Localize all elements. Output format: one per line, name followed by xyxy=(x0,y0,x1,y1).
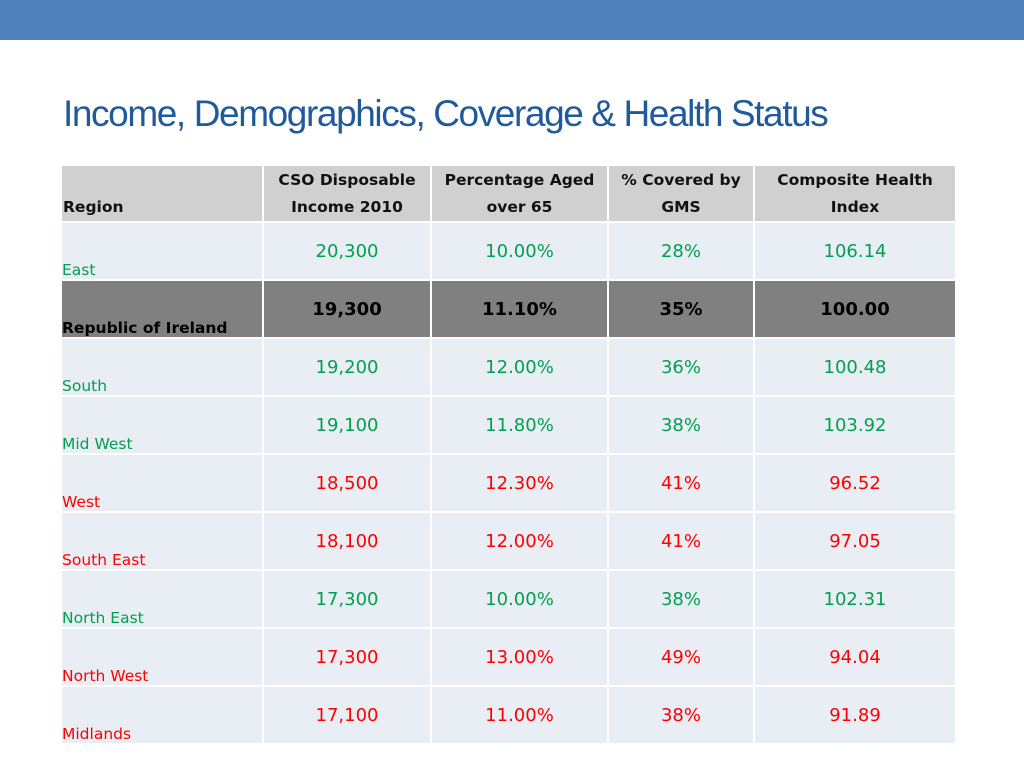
health-index-value: 94.04 xyxy=(755,627,955,685)
income-value: 20,300 xyxy=(264,221,430,279)
region-name: Mid West xyxy=(62,395,262,453)
gms-coverage-value: 38% xyxy=(609,569,753,627)
gms-coverage-value: 28% xyxy=(609,221,753,279)
table-row-east xyxy=(62,221,955,279)
column-header-region-label: Region xyxy=(63,198,124,216)
column-header-health-line1: Composite Health xyxy=(777,170,933,189)
column-header-aged-line2: over 65 xyxy=(486,197,553,216)
health-index-value: 100.00 xyxy=(755,279,955,337)
gms-coverage-value: 36% xyxy=(609,337,753,395)
aged-over-65-value: 10.00% xyxy=(432,569,607,627)
column-header-region xyxy=(62,166,262,221)
region-name: North West xyxy=(62,627,262,685)
health-index-value: 91.89 xyxy=(755,685,955,743)
gms-coverage-value: 38% xyxy=(609,395,753,453)
health-index-value: 96.52 xyxy=(755,453,955,511)
table-row-republic-of-ireland xyxy=(62,279,955,337)
health-index-value: 106.14 xyxy=(755,221,955,279)
table-header-row xyxy=(62,166,955,221)
aged-over-65-value: 12.00% xyxy=(432,337,607,395)
income-value: 19,300 xyxy=(264,279,430,337)
income-value: 17,100 xyxy=(264,685,430,743)
region-name: North East xyxy=(62,569,262,627)
region-name: Republic of Ireland xyxy=(62,279,262,337)
column-header-gms-line1: % Covered by xyxy=(621,170,741,189)
gms-coverage-value: 41% xyxy=(609,511,753,569)
health-index-value: 97.05 xyxy=(755,511,955,569)
column-header-aged-line1: Percentage Aged xyxy=(444,170,595,189)
table-row-midlands xyxy=(62,685,955,743)
region-name: West xyxy=(62,453,262,511)
column-header-aged xyxy=(432,166,607,221)
aged-over-65-value: 11.00% xyxy=(432,685,607,743)
column-header-income xyxy=(264,166,430,221)
income-value: 19,100 xyxy=(264,395,430,453)
aged-over-65-value: 11.80% xyxy=(432,395,607,453)
health-index-value: 103.92 xyxy=(755,395,955,453)
aged-over-65-value: 13.00% xyxy=(432,627,607,685)
aged-over-65-value: 12.30% xyxy=(432,453,607,511)
table-row-south xyxy=(62,337,955,395)
gms-coverage-value: 49% xyxy=(609,627,753,685)
health-index-value: 100.48 xyxy=(755,337,955,395)
table-row-south-east xyxy=(62,511,955,569)
column-header-health-line2: Index xyxy=(830,197,880,216)
gms-coverage-value: 41% xyxy=(609,453,753,511)
column-header-health-index xyxy=(755,166,955,221)
table-row-north-west xyxy=(62,627,955,685)
gms-coverage-value: 35% xyxy=(609,279,753,337)
region-name: South xyxy=(62,337,262,395)
income-value: 18,500 xyxy=(264,453,430,511)
income-value: 19,200 xyxy=(264,337,430,395)
income-value: 18,100 xyxy=(264,511,430,569)
column-header-gms-line2: GMS xyxy=(661,197,701,216)
region-name: East xyxy=(62,221,262,279)
health-index-value: 102.31 xyxy=(755,569,955,627)
column-header-income-line1: CSO Disposable xyxy=(278,170,416,189)
table-row-mid-west xyxy=(62,395,955,453)
aged-over-65-value: 11.10% xyxy=(432,279,607,337)
gms-coverage-value: 38% xyxy=(609,685,753,743)
income-value: 17,300 xyxy=(264,569,430,627)
column-header-income-line2: Income 2010 xyxy=(291,197,403,216)
table-row-west xyxy=(62,453,955,511)
aged-over-65-value: 10.00% xyxy=(432,221,607,279)
table-row-north-east xyxy=(62,569,955,627)
region-data-table xyxy=(60,166,957,743)
aged-over-65-value: 12.00% xyxy=(432,511,607,569)
column-header-gms xyxy=(609,166,753,221)
income-value: 17,300 xyxy=(264,627,430,685)
top-accent-bar xyxy=(0,0,1024,40)
region-name: South East xyxy=(62,511,262,569)
slide-title: Income, Demographics, Coverage & Health Status xyxy=(63,93,828,134)
region-name: Midlands xyxy=(62,685,262,743)
